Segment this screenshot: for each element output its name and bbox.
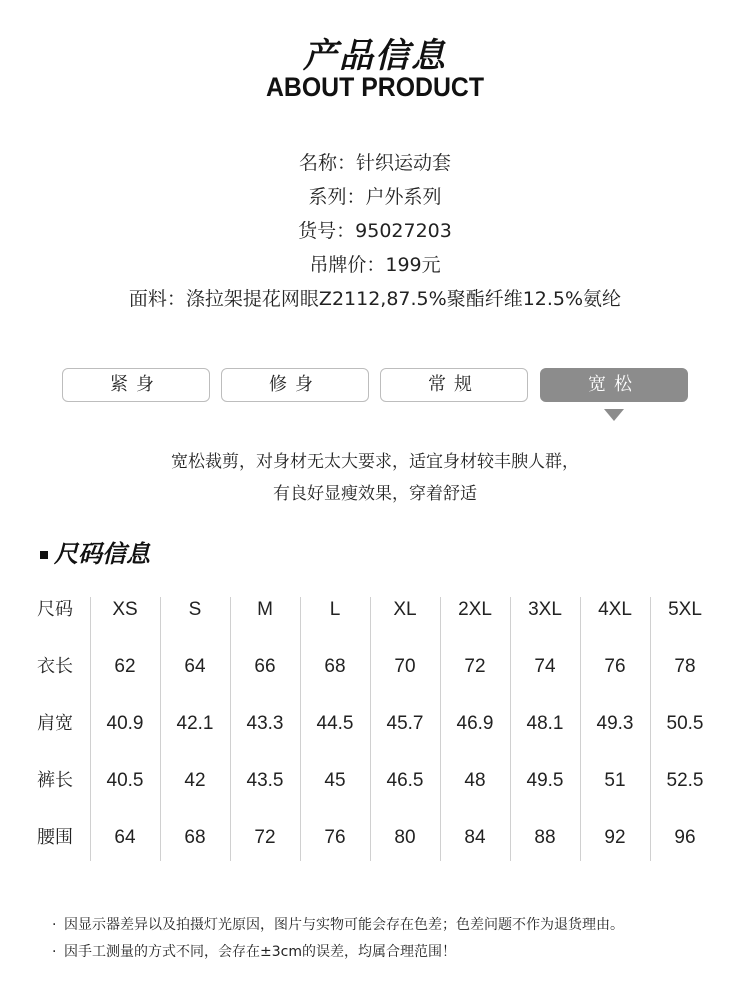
size-cell: 96 bbox=[674, 827, 696, 848]
column-divider bbox=[650, 597, 651, 861]
size-row-label: 衣长 bbox=[37, 656, 73, 677]
column-divider bbox=[440, 597, 441, 861]
size-cell: 48.1 bbox=[526, 713, 564, 734]
size-cell: 52.5 bbox=[666, 770, 704, 791]
size-cell: 40.9 bbox=[106, 713, 144, 734]
size-cell: 46.9 bbox=[456, 713, 494, 734]
product-price: 吊牌价：199元 bbox=[309, 254, 441, 276]
product-fabric: 面料：涤拉架提花网眼Z2112,87.5%聚酯纤维12.5%氨纶 bbox=[128, 288, 622, 310]
fit-tab-slim[interactable]: 修身 bbox=[221, 368, 369, 402]
size-cell: XL bbox=[393, 599, 417, 620]
column-divider bbox=[300, 597, 301, 861]
bullet-icon: · bbox=[52, 917, 57, 933]
size-cell: 88 bbox=[534, 827, 556, 848]
size-cell: 78 bbox=[674, 656, 696, 677]
size-cell: 76 bbox=[324, 827, 346, 848]
size-cell: 44.5 bbox=[316, 713, 354, 734]
size-cell: 72 bbox=[464, 656, 486, 677]
product-sku: 货号：95027203 bbox=[298, 220, 452, 242]
bullet-icon: · bbox=[52, 944, 57, 960]
size-cell: 43.3 bbox=[246, 713, 284, 734]
size-cell: 46.5 bbox=[386, 770, 424, 791]
size-cell: 3XL bbox=[528, 599, 562, 620]
heading-square-icon bbox=[40, 551, 48, 559]
fit-tab-loose[interactable]: 宽松 bbox=[540, 368, 688, 402]
size-cell: 42 bbox=[184, 770, 206, 791]
active-tab-pointer-icon bbox=[604, 409, 624, 421]
size-row-label: 尺码 bbox=[37, 599, 73, 620]
disclaimer-notes bbox=[52, 912, 732, 966]
column-divider bbox=[580, 597, 581, 861]
product-title-cn: 产品信息 bbox=[303, 36, 447, 76]
size-cell: 74 bbox=[534, 656, 556, 677]
size-cell: 62 bbox=[114, 656, 136, 677]
size-cell: 80 bbox=[394, 827, 416, 848]
size-cell: 51 bbox=[604, 770, 626, 791]
fit-description bbox=[0, 446, 750, 510]
size-cell: 68 bbox=[324, 656, 346, 677]
product-info bbox=[0, 146, 750, 316]
size-cell: 68 bbox=[184, 827, 206, 848]
size-cell: 64 bbox=[184, 656, 206, 677]
size-cell: 45.7 bbox=[386, 713, 424, 734]
size-cell: 49.5 bbox=[526, 770, 564, 791]
size-cell: 5XL bbox=[668, 599, 702, 620]
product-series: 系列：户外系列 bbox=[308, 186, 442, 208]
size-row-label: 肩宽 bbox=[37, 713, 73, 734]
column-divider bbox=[370, 597, 371, 861]
note-text: 因手工测量的方式不同，会存在±3cm的误差，均属合理范围！ bbox=[64, 944, 456, 960]
size-cell: 64 bbox=[114, 827, 136, 848]
size-cell: 4XL bbox=[598, 599, 632, 620]
size-cell: 76 bbox=[604, 656, 626, 677]
column-divider bbox=[510, 597, 511, 861]
size-cell: 50.5 bbox=[666, 713, 704, 734]
product-title-en: ABOUT PRODUCT bbox=[265, 72, 485, 102]
size-cell: 84 bbox=[464, 827, 486, 848]
size-cell: M bbox=[257, 599, 273, 620]
size-cell: 42.1 bbox=[176, 713, 214, 734]
size-cell: 40.5 bbox=[106, 770, 144, 791]
fit-selector bbox=[62, 368, 688, 402]
size-cell: 49.3 bbox=[596, 713, 634, 734]
column-divider bbox=[90, 597, 91, 861]
note-text: 因显示器差异以及拍摄灯光原因，图片与实物可能会存在色差；色差问题不作为退货理由。 bbox=[64, 917, 624, 933]
size-cell: 48 bbox=[464, 770, 486, 791]
note-item bbox=[52, 912, 732, 939]
fit-description-line: 宽松裁剪，对身材无太大要求，适宜身材较丰腴人群， bbox=[171, 452, 579, 472]
size-cell: 70 bbox=[394, 656, 416, 677]
fit-tab-regular[interactable]: 常规 bbox=[380, 368, 528, 402]
size-section-title: 尺码信息 bbox=[54, 540, 150, 568]
size-row-label: 裤长 bbox=[37, 770, 73, 791]
fit-tab-tight[interactable]: 紧身 bbox=[62, 368, 210, 402]
product-name: 名称：针织运动套 bbox=[298, 152, 451, 174]
size-cell: 45 bbox=[324, 770, 346, 791]
note-item bbox=[52, 939, 732, 966]
size-cell: 66 bbox=[254, 656, 276, 677]
column-divider bbox=[160, 597, 161, 861]
size-cell: 2XL bbox=[458, 599, 492, 620]
size-cell: L bbox=[329, 599, 341, 620]
size-cell: 92 bbox=[604, 827, 626, 848]
size-cell: 72 bbox=[254, 827, 276, 848]
column-divider bbox=[230, 597, 231, 861]
size-cell: XS bbox=[112, 599, 138, 620]
size-row-label: 腰围 bbox=[37, 827, 73, 848]
size-cell: 43.5 bbox=[246, 770, 284, 791]
size-section-heading bbox=[40, 534, 150, 569]
fit-description-line: 有良好显瘦效果，穿着舒适 bbox=[273, 484, 477, 504]
size-cell: S bbox=[188, 599, 202, 620]
